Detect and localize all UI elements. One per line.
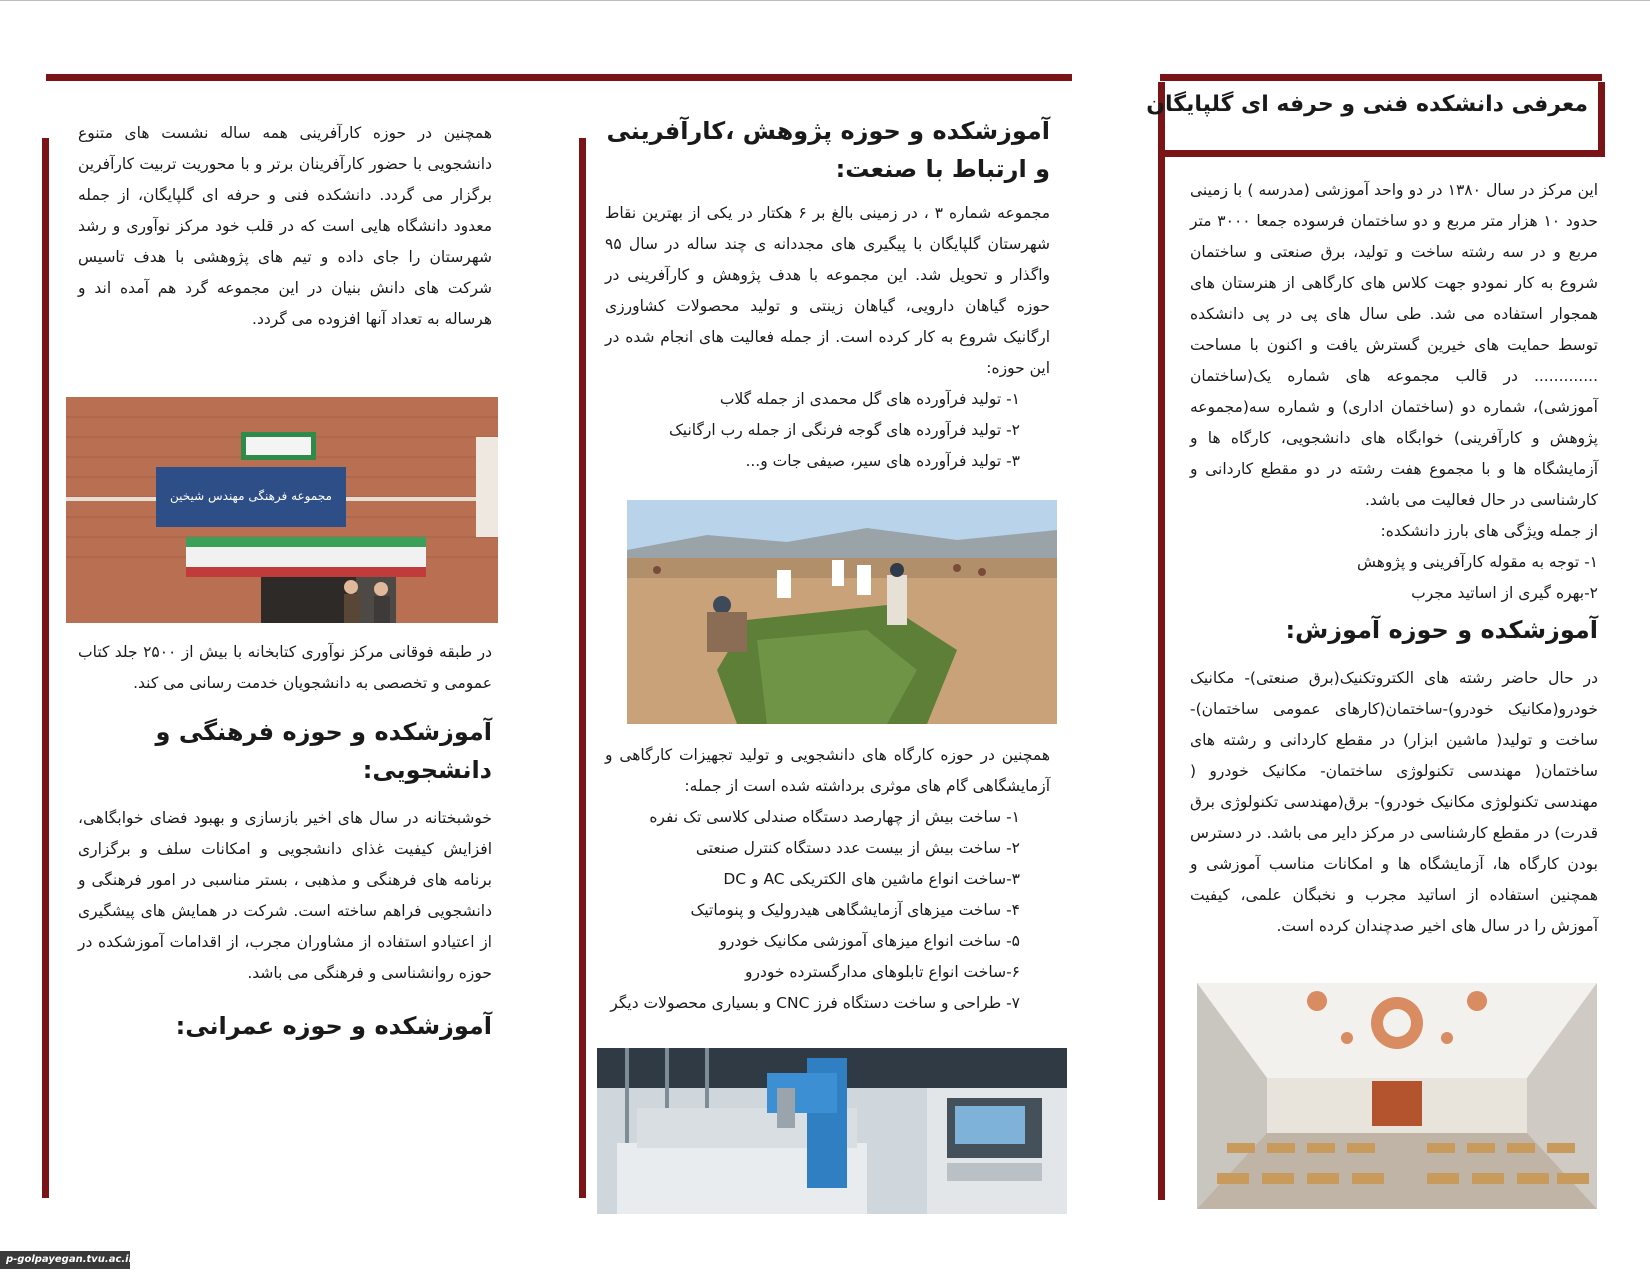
workshop-item: ۶-ساخت انواع تابلوهای مدارگسترده خودرو bbox=[745, 963, 1020, 981]
workshop-item: ۲- ساخت بیش از بیست عدد دستگاه کنترل صنعتی bbox=[695, 839, 1020, 857]
right-panel-side-bar bbox=[1158, 140, 1165, 1200]
college-intro-text: این مرکز در سال ۱۳۸۰ در دو واحد آموزشی (مدرسه ) با زمینی حدود ۱۰ هزار متر مربع و دو ساختمان فرسوده جمعا ۳۰۰۰ متر مربع و در سه رشته ساخت و تولید، برق صنعتی و ساختمان شروع به کار نمودو جهت کلاس های کارگاهی از هنرستان های همجوار استفاده می شد. طی سال های پی در پی دانشکده توسط حمایت های خیرین گسترش یافت و اکنون با مساحت ............. در قالب مجموعه های شماره یک(ساختمان آموزشی)، شماره دو (ساختمان اداری) و شماره سه(مجموعه پژوهش و کارآفرینی) خوابگاه های دانشجویی، کارگاه ها و آزمایشگاه ها و با مجموع هفت رشته در دو مقطع کاردانی و کارشناسی در حال فعالیت می باشد. bbox=[1190, 181, 1599, 509]
right-panel-top-rule bbox=[1160, 74, 1602, 81]
entrepreneurship-text: همچنین در حوزه کارآفرینی همه ساله نشست های متنوع دانشجویی با حضور کارآفرینان برتر و با محوریت تربیت کارآفرین برگزار می گردد. دانشکده فنی و حرفه ای گلپایگان، از جمله معدود دانشگاه هایی است که در قلب خود مرکز نوآوری و رشد شهرستان را جای داده و تیم های پژوهشی با هدف تاسیس شرکت های دانش بنیان در این مجموعه گرد هم آمده اند و هرساله به تعداد آنها افزوده می گردد. bbox=[78, 124, 492, 328]
culture-heading: آموزشکده و حوزه فرهنگی و دانشجویی: bbox=[155, 718, 492, 784]
left-panel-top-rule bbox=[46, 74, 1072, 81]
workshop-intro-text: همچنین در حوزه کارگاه های دانشجویی و تولید تجهیزات کارگاهی و آزمایشگاهی گام های موثری برداشته شده است از جمله: bbox=[605, 746, 1050, 795]
classroom-photo bbox=[1197, 983, 1597, 1209]
middle-panel-body-2 bbox=[605, 740, 1050, 1019]
workshop-item: ۴- ساخت میزهای آزمایشگاهی هیدرولیک و پنوماتیک bbox=[690, 901, 1020, 919]
right-panel-body bbox=[1190, 175, 1598, 942]
workshop-item: ۷- طراحی و ساخت دستگاه فرز CNC و بسیاری محصولات دیگر bbox=[610, 994, 1020, 1012]
right-panel-title: معرفی دانشکده فنی و حرفه ای گلپایگان bbox=[1146, 92, 1588, 117]
research-heading: آموزشکده و حوزه پژوهش ،کارآفرینی و ارتباط با صنعت: bbox=[606, 117, 1050, 183]
education-heading: آموزشکده و حوزه آموزش: bbox=[1285, 616, 1598, 644]
workshop-item: ۵- ساخت انواع میزهای آموزشی مکانیک خودرو bbox=[719, 932, 1020, 950]
activity-item: ۱- تولید فرآورده های گل محمدی از جمله گلاب bbox=[719, 390, 1020, 408]
education-text: در حال حاضر رشته های الکتروتکنیک(برق صنعتی)- مکانیک خودرو(مکانیک خودرو)-ساختمان(کارهای عمومی ساختمان)- ساخت و تولید( ماشین ابزار) در مقطع کاردانی و رشته های ساختمان( مهندسی تکنولوژی ساختمان- مکانیک خودرو ( مهندسی تکنولوژی مکانیک خودرو)- برق(مهندسی تکنولوژی برق قدرت) در مقطع کارشناسی در مرکز دایر می باشد. در دسترس بودن کارگاه ها، آزمایشگاه ها و امکانات مناسب آموزشی و همچنین استفاده از اساتید مجرب و نخبگان علمی، کیفیت آموزش را در سال های اخیر صدچندان کرده است. bbox=[1190, 669, 1598, 935]
farm-field-photo bbox=[627, 500, 1057, 724]
right-panel-title-box bbox=[1146, 82, 1605, 157]
features-title: از جمله ویژگی های بارز دانشکده: bbox=[1380, 522, 1598, 540]
cnc-machine-photo bbox=[597, 1048, 1067, 1214]
workshop-item: ۱- ساخت بیش از چهارصد دستگاه صندلی کلاسی تک نفره bbox=[649, 808, 1020, 826]
middle-panel-side-bar bbox=[579, 138, 586, 1198]
feature-item: ۲-بهره گیری از اساتید مجرب bbox=[1411, 584, 1598, 602]
building-sign-text: مجموعه فرهنگی مهندس شیخین bbox=[170, 489, 332, 503]
left-panel-body bbox=[78, 118, 492, 335]
workshop-item: ۳-ساخت انواع ماشین های الکتریکی AC و DC bbox=[723, 870, 1020, 888]
feature-item: ۱- توجه به مقوله کارآفرینی و پژوهش bbox=[1356, 553, 1598, 571]
left-panel-side-bar bbox=[42, 138, 49, 1198]
library-text: در طبقه فوقانی مرکز نوآوری کتابخانه با بیش از ۲۵۰۰ جلد کتاب عمومی و تخصصی به دانشجویان خدمت رسانی می کند. bbox=[78, 643, 493, 692]
left-panel-body-2 bbox=[78, 637, 492, 1045]
activity-item: ۲- تولید فرآورده های گوجه فرنگی از جمله رب ارگانیک bbox=[668, 421, 1020, 439]
footer-site-url: p-golpayegan.tvu.ac.ir bbox=[0, 1251, 130, 1269]
activity-item: ۳- تولید فرآورده های سیر، صیفی جات و... bbox=[745, 452, 1020, 470]
innovation-center-photo bbox=[66, 397, 498, 623]
middle-panel-body bbox=[605, 112, 1050, 477]
research-intro-text: مجموعه شماره ۳ ، در زمینی بالغ بر ۶ هکتار در یکی از بهترین نقاط شهرستان گلپایگان با پیگیری های مجددانه ی چند ساله در سال ۹۵ واگذار و تحویل شد. این مجموعه با هدف پژوهش و کارآفرینی در حوزه گیاهان دارویی، گیاهان زینتی و تولید محصولات کشاورزی ارگانیک شروع به کار کرده است. از جمله فعالیت های انجام شده در این حوزه: bbox=[605, 204, 1051, 377]
construction-heading: آموزشکده و حوزه عمرانی: bbox=[175, 1012, 492, 1040]
culture-text: خوشبختانه در سال های اخیر بازسازی و بهبود فضای خوابگاهی، افزایش کیفیت غذای دانشجویی و امکانات سلف و برگزاری برنامه های فرهنگی و مذهبی ، بستر مناسبی در امور فرهنگی و دانشجویی فراهم ساخته است. شرکت در همایش های پیشگیری از اعتیادو استفاده از مشاوران مجرب، از اقدامات آموزشکده در حوزه روانشناسی و فرهنگی می باشد. bbox=[78, 809, 492, 982]
page-top-border bbox=[0, 0, 1650, 1]
